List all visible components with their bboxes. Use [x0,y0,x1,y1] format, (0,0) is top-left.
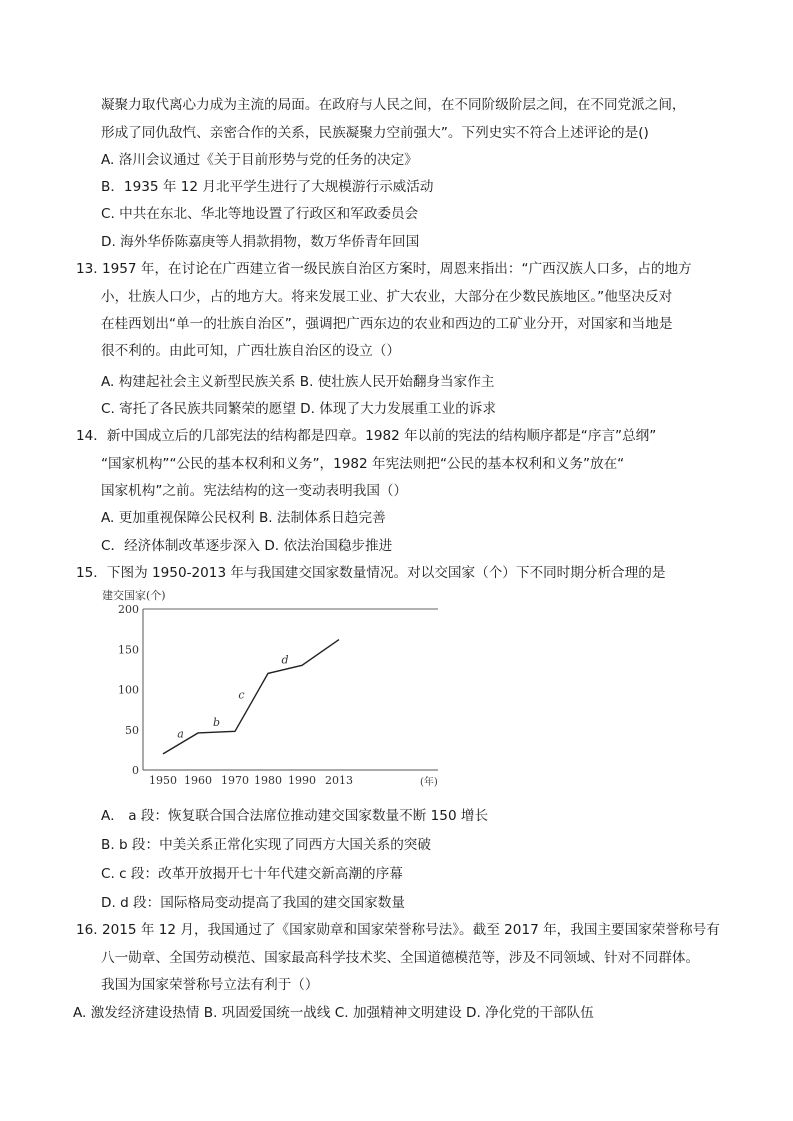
segment-label-a: a [177,727,184,741]
q13-stem-line3: 在桂西划出“单一的壮族自治区”，强调把广西东边的农业和西边的工矿业分开，对国家和当地是 [101,316,673,332]
q14-stem-line2: “国家机构”“公民的基本权利和义务”，1982 年宪法则把“公民的基本权利和义务”放在“ [101,456,625,472]
q15-option-b: B. b 段：中美关系正常化实现了同西方大国关系的突破 [101,837,431,853]
q12-stem-line1: 凝聚力取代离心力成为主流的局面。在政府与人民之间，在不同阶级阶层之间，在不同党派之间， [101,97,686,113]
chart-ylabel: 建交国家(个) [102,589,166,602]
diplomatic-relations-chart [98,587,448,792]
q13-options-cd: C. 寄托了各民族共同繁荣的愿望 D. 体现了大力发展重工业的诉求 [101,401,496,417]
y-tick-label: 50 [125,723,139,737]
q13-stem-line4: 很不利的。由此可知，广西壮族自治区的设立（） [101,343,401,359]
q16-stem-line3: 我国为国家荣誉称号立法有利于（） [101,977,319,993]
q14-stem-line1: 14．新中国成立后的几部宪法的结构都是四章。1982 年以前的宪法的结构顺序都是“序言”总纲” [76,428,657,444]
y-tick-label: 0 [132,764,139,777]
q16-stem-line1: 16. 2015 年 12 月，我国通过了《国家勋章和国家荣誉称号法》。截至 2017 年，我国主要国家荣誉称号有 [76,922,720,938]
q15-option-c: C. c 段：改革开放揭开七十年代建交新高潮的序幕 [101,866,403,882]
q12-option-a: A. 洛川会议通过《关于目前形势与党的任务的决定》 [101,152,418,168]
y-tick-label: 150 [118,643,139,657]
chart-xlabel: (年) [420,777,438,788]
segment-label-c: c [238,688,245,702]
q15-option-a: A． a 段：恢复联合国合法席位推动建交国家数量不断 150 增长 [101,808,489,824]
q12-option-b: B．1935 年 12 月北平学生进行了大规模游行示威活动 [101,179,434,195]
q15-option-d: D. d 段：国际格局变动提高了我国的建交国家数量 [101,895,405,911]
q13-options-ab: A. 构建起社会主义新型民族关系 B. 使壮族人民开始翻身当家作主 [101,374,495,390]
q13-stem-line1: 13. 1957 年，在讨论在广西建立省一级民族自治区方案时，周恩来指出：“广西汉族人口多，占的地方 [76,261,692,277]
series-line [163,640,339,754]
x-tick-label: 1960 [184,774,212,787]
q16-options: A. 激发经济建设热情 B. 巩固爱国统一战线 C. 加强精神文明建设 D. 净化党的干部队伍 [73,1005,594,1021]
x-tick-label: 1970 [221,774,249,787]
y-tick-label: 200 [118,603,139,616]
q13-stem-line2: 小，壮族人口少，占的地方大。将来发展工业、扩大农业，大部分在少数民族地区。”他坚决反对 [101,289,673,305]
segment-label-d: d [281,653,289,667]
q12-option-d: D. 海外华侨陈嘉庚等人捐款捐物，数万华侨青年回国 [101,234,420,250]
q12-option-c: C. 中共在东北、华北等地设置了行政区和军政委员会 [101,206,419,222]
q16-stem-line2: 八一勋章、全国劳动模范、国家最高科学技术奖、全国道德模范等，涉及不同领域、针对不同群体。 [101,950,700,966]
x-tick-label: 1990 [288,774,316,787]
q12-stem-line2: 形成了同仇敌忾、亲密合作的关系，民族凝聚力空前强大”。下列史实不符合上述评论的是() [101,125,649,141]
segment-label-b: b [212,716,221,730]
x-tick-label: 2013 [325,774,353,787]
q14-options-cd: C．经济体制改革逐步深入 D. 依法治国稳步推进 [101,538,393,554]
y-tick-label: 100 [118,683,139,697]
q15-stem: 15．下图为 1950-2013 年与我国建交国家数量情况。对以交国家（个）下不同时期分析合理的是 [76,565,666,581]
q14-options-ab: A. 更加重视保障公民权利 B. 法制体系日趋完善 [101,510,386,526]
x-tick-label: 1980 [254,774,282,787]
x-tick-label: 1950 [149,774,177,787]
q14-stem-line3: 国家机构”之前。宪法结构的这一变动表明我国（） [101,483,408,499]
